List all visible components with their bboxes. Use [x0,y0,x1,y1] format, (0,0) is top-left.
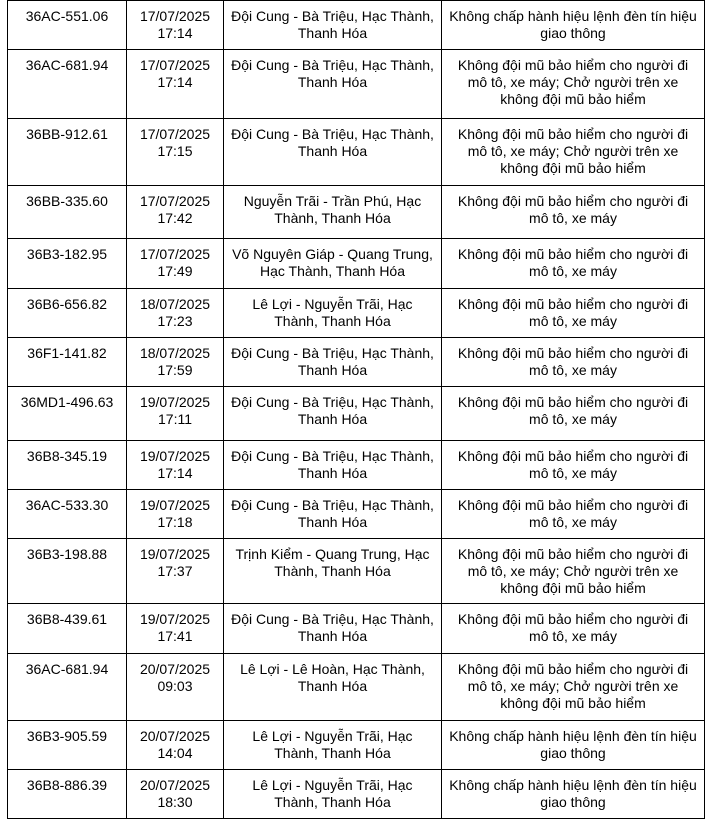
datetime-cell [127,441,224,490]
table-row [8,289,705,338]
license-plate-cell: 36AC-533.30 [8,490,127,539]
datetime-cell [127,1,224,50]
table-row [8,770,705,819]
violation-date: 19/07/2025 [139,448,211,464]
table-row [8,654,705,721]
violation-time: 17:11 [158,411,192,427]
table-row [8,50,705,119]
violation-time: 17:59 [157,362,193,378]
license-plate-cell: 36BB-335.60 [8,186,127,239]
violation-time: 17:14 [157,25,193,41]
violation-time: 17:42 [157,210,193,226]
license-plate-cell: 36B3-905.59 [8,721,127,770]
location-cell: Đội Cung - Bà Triệu, Hạc Thành, Thanh Hóa [224,441,442,490]
table-row [8,387,705,441]
table-row [8,490,705,539]
location-cell: Đội Cung - Bà Triệu, Hạc Thành, Thanh Hóa [224,387,442,441]
license-plate-cell: 36B6-656.82 [8,289,127,338]
violation-cell: Không đội mũ bảo hiểm cho người đi mô tô, xe máy [442,186,705,239]
license-plate-cell: 36B3-198.88 [8,539,127,604]
datetime-cell [127,654,224,721]
table-row [8,338,705,387]
violation-time: 17:41 [157,628,193,644]
location-cell: Võ Nguyên Giáp - Quang Trung, Hạc Thành, Thanh Hóa [224,239,442,289]
table-row [8,239,705,289]
violation-time: 17:15 [157,143,193,159]
datetime-cell [127,387,224,441]
table-row [8,441,705,490]
violation-date: 20/07/2025 [139,777,211,793]
violation-date: 17/07/2025 [139,8,211,24]
license-plate-cell: 36AC-551.06 [8,1,127,50]
location-cell: Đội Cung - Bà Triệu, Hạc Thành, Thanh Hóa [224,50,442,119]
location-cell: Đội Cung - Bà Triệu, Hạc Thành, Thanh Hóa [224,1,442,50]
datetime-cell [127,721,224,770]
location-cell: Lê Lợi - Nguyễn Trãi, Hạc Thành, Thanh Hóa [224,721,442,770]
table-row [8,1,705,50]
violation-cell: Không đội mũ bảo hiểm cho người đi mô tô, xe máy; Chở người trên xe không đội mũ bảo hiểm [442,50,705,119]
license-plate-cell: 36F1-141.82 [8,338,127,387]
violation-date: 18/07/2025 [139,296,211,312]
location-cell: Đội Cung - Bà Triệu, Hạc Thành, Thanh Hóa [224,338,442,387]
violation-time: 09:03 [157,678,193,694]
license-plate-cell: 36BB-912.61 [8,119,127,186]
table-row [8,604,705,654]
datetime-cell [127,770,224,819]
violation-cell: Không đội mũ bảo hiểm cho người đi mô tô, xe máy [442,604,705,654]
license-plate-cell: 36B8-886.39 [8,770,127,819]
violation-cell: Không chấp hành hiệu lệnh đèn tín hiệu giao thông [442,770,705,819]
violation-cell: Không đội mũ bảo hiểm cho người đi mô tô, xe máy [442,338,705,387]
violation-time: 14:04 [157,745,193,761]
violation-date: 19/07/2025 [139,497,211,513]
license-plate-cell: 36AC-681.94 [8,654,127,721]
table-row [8,539,705,604]
datetime-cell [127,539,224,604]
datetime-cell [127,490,224,539]
datetime-cell [127,186,224,239]
violations-table [7,0,705,819]
violation-cell: Không chấp hành hiệu lệnh đèn tín hiệu giao thông [442,1,705,50]
table-row [8,186,705,239]
location-cell: Đội Cung - Bà Triệu, Hạc Thành, Thanh Hóa [224,490,442,539]
violations-table-body [8,1,705,819]
violation-time: 17:49 [157,263,193,279]
license-plate-cell: 36B8-345.19 [8,441,127,490]
violation-time: 17:14 [157,74,193,90]
violation-date: 17/07/2025 [139,57,211,73]
violation-date: 17/07/2025 [139,193,211,209]
datetime-cell [127,239,224,289]
violation-date: 20/07/2025 [139,661,211,677]
violation-date: 20/07/2025 [139,728,211,744]
location-cell: Đội Cung - Bà Triệu, Hạc Thành, Thanh Hóa [224,604,442,654]
violation-date: 19/07/2025 [139,394,211,410]
datetime-cell [127,604,224,654]
datetime-cell [127,119,224,186]
location-cell: Nguyễn Trãi - Trần Phú, Hạc Thành, Thanh Hóa [224,186,442,239]
violation-cell: Không đội mũ bảo hiểm cho người đi mô tô, xe máy; Chở người trên xe không đội mũ bảo hiểm [442,119,705,186]
violation-time: 17:23 [157,313,193,329]
violation-time: 17:14 [157,465,193,481]
datetime-cell [127,289,224,338]
location-cell: Lê Lợi - Lê Hoàn, Hạc Thành, Thanh Hóa [224,654,442,721]
violation-cell: Không đội mũ bảo hiểm cho người đi mô tô, xe máy [442,490,705,539]
violation-date: 17/07/2025 [139,126,211,142]
location-cell: Trịnh Kiểm - Quang Trung, Hạc Thành, Thanh Hóa [224,539,442,604]
violation-cell: Không chấp hành hiệu lệnh đèn tín hiệu giao thông [442,721,705,770]
license-plate-cell: 36MD1-496.63 [8,387,127,441]
datetime-cell [127,50,224,119]
violation-cell: Không đội mũ bảo hiểm cho người đi mô tô, xe máy [442,239,705,289]
datetime-cell [127,338,224,387]
violation-date: 19/07/2025 [139,611,211,627]
violation-date: 17/07/2025 [139,246,211,262]
violation-cell: Không đội mũ bảo hiểm cho người đi mô tô, xe máy; Chở người trên xe không đội mũ bảo hiểm [442,539,705,604]
violation-cell: Không đội mũ bảo hiểm cho người đi mô tô, xe máy [442,387,705,441]
violation-cell: Không đội mũ bảo hiểm cho người đi mô tô, xe máy [442,289,705,338]
license-plate-cell: 36AC-681.94 [8,50,127,119]
violation-cell: Không đội mũ bảo hiểm cho người đi mô tô, xe máy [442,441,705,490]
table-row [8,119,705,186]
location-cell: Đội Cung - Bà Triệu, Hạc Thành, Thanh Hóa [224,119,442,186]
violation-date: 19/07/2025 [139,546,211,562]
violation-time: 18:30 [157,794,193,810]
violation-date: 18/07/2025 [139,345,211,361]
location-cell: Lê Lợi - Nguyễn Trãi, Hạc Thành, Thanh Hóa [224,770,442,819]
table-row [8,721,705,770]
location-cell: Lê Lợi - Nguyễn Trãi, Hạc Thành, Thanh Hóa [224,289,442,338]
violation-time: 17:37 [157,563,193,579]
license-plate-cell: 36B3-182.95 [8,239,127,289]
violation-time: 17:18 [157,514,193,530]
license-plate-cell: 36B8-439.61 [8,604,127,654]
violation-cell: Không đội mũ bảo hiểm cho người đi mô tô, xe máy; Chở người trên xe không đội mũ bảo hiểm [442,654,705,721]
